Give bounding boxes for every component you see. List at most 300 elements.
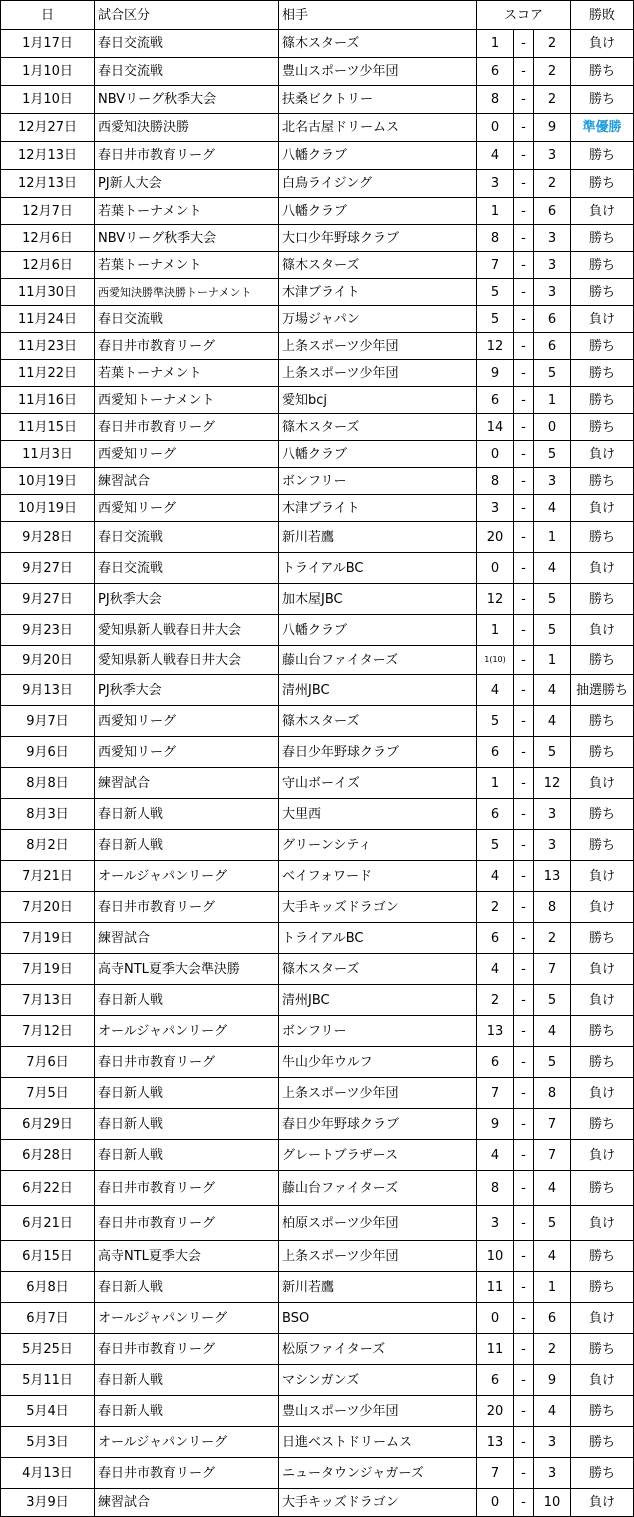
cell-score-home: 5 bbox=[477, 306, 514, 333]
cell-type: 春日井市教育リーグ bbox=[95, 892, 279, 923]
cell-score-away: 4 bbox=[534, 706, 571, 737]
cell-type: 春日新人戦 bbox=[95, 1109, 279, 1140]
cell-opponent: 豊山スポーツ少年団 bbox=[279, 58, 477, 86]
table-row bbox=[1, 306, 634, 333]
table-row bbox=[1, 1171, 634, 1206]
table-row bbox=[1, 737, 634, 768]
cell-score-dash: - bbox=[514, 522, 534, 553]
table-row bbox=[1, 114, 634, 142]
cell-score-away: 4 bbox=[534, 1241, 571, 1272]
cell-result: 勝ち bbox=[571, 584, 634, 615]
cell-score-away: 6 bbox=[534, 306, 571, 333]
cell-score-away: 5 bbox=[534, 360, 571, 387]
cell-score-home: 3 bbox=[477, 495, 514, 522]
cell-opponent: トライアルBC bbox=[279, 553, 477, 584]
cell-opponent: ボンフリー bbox=[279, 468, 477, 495]
cell-date: 9月28日 bbox=[1, 522, 95, 553]
cell-type: オールジャパンリーグ bbox=[95, 861, 279, 892]
cell-score-home: 9 bbox=[477, 1109, 514, 1140]
table-row bbox=[1, 985, 634, 1016]
cell-date: 9月23日 bbox=[1, 615, 95, 646]
cell-opponent: 新川若鷹 bbox=[279, 522, 477, 553]
cell-score-dash: - bbox=[514, 1272, 534, 1303]
cell-date: 6月7日 bbox=[1, 1303, 95, 1334]
cell-score-dash: - bbox=[514, 706, 534, 737]
cell-date: 6月28日 bbox=[1, 1140, 95, 1171]
cell-opponent: ボンフリー bbox=[279, 1016, 477, 1047]
table-row bbox=[1, 892, 634, 923]
cell-result: 勝ち bbox=[571, 225, 634, 252]
cell-date: 8月2日 bbox=[1, 830, 95, 861]
cell-score-home: 13 bbox=[477, 1427, 514, 1458]
cell-score-dash: - bbox=[514, 675, 534, 706]
cell-type: 高寺NTL夏季大会 bbox=[95, 1241, 279, 1272]
cell-score-home: 4 bbox=[477, 1140, 514, 1171]
cell-score-home: 20 bbox=[477, 1396, 514, 1427]
cell-score-away: 5 bbox=[534, 615, 571, 646]
cell-score-dash: - bbox=[514, 768, 534, 799]
cell-type: 春日井市教育リーグ bbox=[95, 1171, 279, 1206]
cell-type: 高寺NTL夏季大会準決勝 bbox=[95, 954, 279, 985]
cell-date: 5月25日 bbox=[1, 1334, 95, 1365]
cell-score-dash: - bbox=[514, 985, 534, 1016]
cell-result: 負け bbox=[571, 1489, 634, 1517]
cell-score-away: 1 bbox=[534, 522, 571, 553]
table-row bbox=[1, 1140, 634, 1171]
cell-score-home: 6 bbox=[477, 1365, 514, 1396]
cell-opponent: 八幡クラブ bbox=[279, 198, 477, 225]
table-row bbox=[1, 468, 634, 495]
cell-score-away: 13 bbox=[534, 861, 571, 892]
table-row bbox=[1, 1458, 634, 1489]
cell-type: 西愛知リーグ bbox=[95, 441, 279, 468]
cell-result: 勝ち bbox=[571, 1109, 634, 1140]
cell-result: 勝ち bbox=[571, 252, 634, 279]
cell-type: 春日井市教育リーグ bbox=[95, 1458, 279, 1489]
table-row bbox=[1, 1241, 634, 1272]
cell-score-home: 0 bbox=[477, 114, 514, 142]
cell-type: オールジャパンリーグ bbox=[95, 1427, 279, 1458]
cell-score-dash: - bbox=[514, 30, 534, 58]
table-row bbox=[1, 142, 634, 170]
cell-opponent: 豊山スポーツ少年団 bbox=[279, 1396, 477, 1427]
cell-score-dash: - bbox=[514, 737, 534, 768]
cell-date: 11月15日 bbox=[1, 414, 95, 441]
cell-opponent: 春日少年野球クラブ bbox=[279, 737, 477, 768]
cell-date: 5月4日 bbox=[1, 1396, 95, 1427]
cell-score-away: 2 bbox=[534, 923, 571, 954]
cell-score-dash: - bbox=[514, 830, 534, 861]
cell-date: 7月19日 bbox=[1, 954, 95, 985]
cell-date: 1月17日 bbox=[1, 30, 95, 58]
cell-opponent: 万場ジャパン bbox=[279, 306, 477, 333]
cell-opponent: 篠木スターズ bbox=[279, 954, 477, 985]
cell-score-dash: - bbox=[514, 142, 534, 170]
cell-result: 勝ち bbox=[571, 1272, 634, 1303]
cell-score-home: 8 bbox=[477, 468, 514, 495]
cell-date: 9月7日 bbox=[1, 706, 95, 737]
cell-type: NBVリーグ秋季大会 bbox=[95, 86, 279, 114]
cell-date: 7月6日 bbox=[1, 1047, 95, 1078]
cell-score-dash: - bbox=[514, 615, 534, 646]
cell-score-away: 5 bbox=[534, 1047, 571, 1078]
cell-opponent: 八幡クラブ bbox=[279, 142, 477, 170]
cell-date: 11月16日 bbox=[1, 387, 95, 414]
cell-score-home: 6 bbox=[477, 58, 514, 86]
cell-type: 春日新人戦 bbox=[95, 1272, 279, 1303]
cell-score-away: 9 bbox=[534, 1365, 571, 1396]
cell-type: 練習試合 bbox=[95, 1489, 279, 1517]
cell-type: 春日井市教育リーグ bbox=[95, 414, 279, 441]
cell-score-dash: - bbox=[514, 86, 534, 114]
cell-date: 12月7日 bbox=[1, 198, 95, 225]
cell-date: 11月3日 bbox=[1, 441, 95, 468]
header-score: スコア bbox=[477, 1, 571, 30]
cell-opponent: 上条スポーツ少年団 bbox=[279, 1241, 477, 1272]
cell-type: 春日井市教育リーグ bbox=[95, 142, 279, 170]
cell-result: 勝ち bbox=[571, 86, 634, 114]
cell-score-home: 1 bbox=[477, 768, 514, 799]
table-row bbox=[1, 1272, 634, 1303]
cell-score-dash: - bbox=[514, 1489, 534, 1517]
cell-score-away: 8 bbox=[534, 1078, 571, 1109]
cell-date: 8月8日 bbox=[1, 768, 95, 799]
cell-result: 負け bbox=[571, 306, 634, 333]
cell-opponent: ベイフォワード bbox=[279, 861, 477, 892]
cell-score-away: 3 bbox=[534, 1458, 571, 1489]
cell-opponent: 八幡クラブ bbox=[279, 441, 477, 468]
cell-score-home: 3 bbox=[477, 170, 514, 198]
cell-score-dash: - bbox=[514, 892, 534, 923]
cell-score-dash: - bbox=[514, 252, 534, 279]
cell-score-away: 3 bbox=[534, 1427, 571, 1458]
cell-date: 1月10日 bbox=[1, 86, 95, 114]
cell-result: 負け bbox=[571, 495, 634, 522]
cell-result: 勝ち bbox=[571, 799, 634, 830]
cell-date: 12月6日 bbox=[1, 252, 95, 279]
cell-score-away: 2 bbox=[534, 1334, 571, 1365]
cell-type: 練習試合 bbox=[95, 468, 279, 495]
cell-opponent: 八幡クラブ bbox=[279, 615, 477, 646]
cell-score-home: 12 bbox=[477, 584, 514, 615]
table-row bbox=[1, 279, 634, 306]
cell-result: 勝ち bbox=[571, 170, 634, 198]
cell-score-dash: - bbox=[514, 646, 534, 675]
cell-result: 勝ち bbox=[571, 1334, 634, 1365]
cell-score-home: 9 bbox=[477, 360, 514, 387]
cell-score-dash: - bbox=[514, 1365, 534, 1396]
cell-type: 西愛知リーグ bbox=[95, 706, 279, 737]
cell-type: 春日新人戦 bbox=[95, 1078, 279, 1109]
cell-opponent: 上条スポーツ少年団 bbox=[279, 1078, 477, 1109]
cell-result: 負け bbox=[571, 1140, 634, 1171]
cell-score-dash: - bbox=[514, 225, 534, 252]
cell-score-home: 4 bbox=[477, 861, 514, 892]
cell-score-dash: - bbox=[514, 441, 534, 468]
cell-score-away: 5 bbox=[534, 441, 571, 468]
cell-score-dash: - bbox=[514, 954, 534, 985]
header-date: 日 bbox=[1, 1, 95, 30]
table-row bbox=[1, 1427, 634, 1458]
cell-opponent: 大口少年野球クラブ bbox=[279, 225, 477, 252]
cell-score-away: 10 bbox=[534, 1489, 571, 1517]
table-row bbox=[1, 225, 634, 252]
cell-type: 春日新人戦 bbox=[95, 799, 279, 830]
cell-date: 6月15日 bbox=[1, 1241, 95, 1272]
cell-opponent: 白鳥ライジング bbox=[279, 170, 477, 198]
cell-opponent: 篠木スターズ bbox=[279, 706, 477, 737]
cell-type: 西愛知リーグ bbox=[95, 737, 279, 768]
cell-date: 9月6日 bbox=[1, 737, 95, 768]
cell-date: 12月6日 bbox=[1, 225, 95, 252]
cell-type: 春日新人戦 bbox=[95, 1396, 279, 1427]
results-body bbox=[1, 1, 634, 1517]
cell-type: オールジャパンリーグ bbox=[95, 1303, 279, 1334]
cell-score-dash: - bbox=[514, 1303, 534, 1334]
cell-score-home: 1 bbox=[477, 30, 514, 58]
cell-score-away: 2 bbox=[534, 58, 571, 86]
cell-type: 春日交流戦 bbox=[95, 522, 279, 553]
cell-score-dash: - bbox=[514, 1078, 534, 1109]
cell-date: 1月10日 bbox=[1, 58, 95, 86]
cell-score-dash: - bbox=[514, 170, 534, 198]
cell-result: 負け bbox=[571, 1206, 634, 1241]
cell-result: 勝ち bbox=[571, 646, 634, 675]
cell-type: 練習試合 bbox=[95, 923, 279, 954]
cell-score-away: 3 bbox=[534, 468, 571, 495]
cell-opponent: 上条スポーツ少年団 bbox=[279, 360, 477, 387]
cell-score-away: 4 bbox=[534, 675, 571, 706]
cell-score-dash: - bbox=[514, 495, 534, 522]
cell-score-dash: - bbox=[514, 333, 534, 360]
cell-score-away: 2 bbox=[534, 30, 571, 58]
table-row bbox=[1, 252, 634, 279]
cell-date: 6月22日 bbox=[1, 1171, 95, 1206]
cell-score-dash: - bbox=[514, 1047, 534, 1078]
cell-type: PJ新人大会 bbox=[95, 170, 279, 198]
cell-date: 9月27日 bbox=[1, 584, 95, 615]
cell-score-dash: - bbox=[514, 1206, 534, 1241]
cell-date: 12月13日 bbox=[1, 170, 95, 198]
cell-date: 7月21日 bbox=[1, 861, 95, 892]
cell-score-away: 6 bbox=[534, 1303, 571, 1334]
cell-score-home: 8 bbox=[477, 1171, 514, 1206]
cell-type: 若葉トーナメント bbox=[95, 252, 279, 279]
cell-opponent: 藤山台ファイターズ bbox=[279, 1171, 477, 1206]
cell-type: PJ秋季大会 bbox=[95, 675, 279, 706]
cell-score-dash: - bbox=[514, 414, 534, 441]
header-type: 試合区分 bbox=[95, 1, 279, 30]
cell-opponent: 日進ベストドリームス bbox=[279, 1427, 477, 1458]
cell-opponent: 篠木スターズ bbox=[279, 252, 477, 279]
cell-opponent: 清州JBC bbox=[279, 985, 477, 1016]
cell-score-away: 0 bbox=[534, 414, 571, 441]
cell-result: 勝ち bbox=[571, 1171, 634, 1206]
cell-result: 勝ち bbox=[571, 468, 634, 495]
cell-score-home: 6 bbox=[477, 923, 514, 954]
cell-type: 練習試合 bbox=[95, 768, 279, 799]
cell-opponent: 松原ファイターズ bbox=[279, 1334, 477, 1365]
table-row bbox=[1, 706, 634, 737]
cell-score-away: 1 bbox=[534, 1272, 571, 1303]
table-row bbox=[1, 584, 634, 615]
table-row bbox=[1, 553, 634, 584]
table-row bbox=[1, 615, 634, 646]
table-row bbox=[1, 387, 634, 414]
table-row bbox=[1, 923, 634, 954]
cell-date: 12月13日 bbox=[1, 142, 95, 170]
cell-opponent: 扶桑ビクトリー bbox=[279, 86, 477, 114]
cell-opponent: 大里西 bbox=[279, 799, 477, 830]
cell-type: PJ秋季大会 bbox=[95, 584, 279, 615]
table-row bbox=[1, 1016, 634, 1047]
cell-score-home: 3 bbox=[477, 1206, 514, 1241]
cell-opponent: 加木屋JBC bbox=[279, 584, 477, 615]
table-row bbox=[1, 58, 634, 86]
cell-type: 愛知県新人戦春日井大会 bbox=[95, 615, 279, 646]
cell-score-dash: - bbox=[514, 279, 534, 306]
cell-date: 11月30日 bbox=[1, 279, 95, 306]
cell-score-away: 5 bbox=[534, 584, 571, 615]
cell-score-home: 6 bbox=[477, 387, 514, 414]
cell-type: 愛知県新人戦春日井大会 bbox=[95, 646, 279, 675]
cell-result: 負け bbox=[571, 892, 634, 923]
cell-result: 負け bbox=[571, 861, 634, 892]
cell-result: 勝ち bbox=[571, 1458, 634, 1489]
cell-result: 勝ち bbox=[571, 830, 634, 861]
cell-score-home: 13 bbox=[477, 1016, 514, 1047]
cell-score-dash: - bbox=[514, 1109, 534, 1140]
cell-score-away: 4 bbox=[534, 495, 571, 522]
cell-score-away: 2 bbox=[534, 86, 571, 114]
cell-score-home: 20 bbox=[477, 522, 514, 553]
table-row bbox=[1, 954, 634, 985]
cell-date: 7月12日 bbox=[1, 1016, 95, 1047]
cell-type: 西愛知リーグ bbox=[95, 495, 279, 522]
cell-score-away: 1 bbox=[534, 387, 571, 414]
table-row bbox=[1, 522, 634, 553]
table-row bbox=[1, 830, 634, 861]
cell-type: NBVリーグ秋季大会 bbox=[95, 225, 279, 252]
header-result: 勝敗 bbox=[571, 1, 634, 30]
cell-score-home: 0 bbox=[477, 1489, 514, 1517]
cell-date: 11月23日 bbox=[1, 333, 95, 360]
table-row bbox=[1, 414, 634, 441]
cell-result: 負け bbox=[571, 441, 634, 468]
cell-result: 勝ち bbox=[571, 1396, 634, 1427]
cell-score-away: 9 bbox=[534, 114, 571, 142]
cell-opponent: トライアルBC bbox=[279, 923, 477, 954]
cell-result: 勝ち bbox=[571, 522, 634, 553]
table-row bbox=[1, 30, 634, 58]
cell-date: 4月13日 bbox=[1, 1458, 95, 1489]
cell-opponent: グレートブラザース bbox=[279, 1140, 477, 1171]
cell-score-dash: - bbox=[514, 1396, 534, 1427]
cell-date: 7月13日 bbox=[1, 985, 95, 1016]
table-row bbox=[1, 360, 634, 387]
cell-score-dash: - bbox=[514, 58, 534, 86]
cell-result: 勝ち bbox=[571, 1241, 634, 1272]
cell-type: 春日交流戦 bbox=[95, 553, 279, 584]
cell-score-away: 7 bbox=[534, 954, 571, 985]
cell-score-dash: - bbox=[514, 387, 534, 414]
cell-score-home: 14 bbox=[477, 414, 514, 441]
cell-score-away: 1 bbox=[534, 646, 571, 675]
cell-opponent: 大手キッズドラゴン bbox=[279, 1489, 477, 1517]
cell-score-dash: - bbox=[514, 1241, 534, 1272]
cell-score-home: 6 bbox=[477, 799, 514, 830]
cell-score-home: 0 bbox=[477, 441, 514, 468]
cell-score-home: 6 bbox=[477, 737, 514, 768]
cell-date: 6月8日 bbox=[1, 1272, 95, 1303]
cell-score-away: 4 bbox=[534, 553, 571, 584]
cell-score-home: 7 bbox=[477, 1458, 514, 1489]
cell-score-home: 0 bbox=[477, 1303, 514, 1334]
cell-date: 5月11日 bbox=[1, 1365, 95, 1396]
cell-score-dash: - bbox=[514, 861, 534, 892]
table-row bbox=[1, 1206, 634, 1241]
cell-type: 若葉トーナメント bbox=[95, 198, 279, 225]
cell-score-away: 12 bbox=[534, 768, 571, 799]
cell-score-away: 5 bbox=[534, 737, 571, 768]
cell-type: 春日井市教育リーグ bbox=[95, 1334, 279, 1365]
table-row bbox=[1, 768, 634, 799]
cell-score-dash: - bbox=[514, 1171, 534, 1206]
cell-score-home: 4 bbox=[477, 954, 514, 985]
cell-score-dash: - bbox=[514, 923, 534, 954]
cell-score-away: 4 bbox=[534, 1396, 571, 1427]
cell-score-dash: - bbox=[514, 114, 534, 142]
cell-score-home: 1 bbox=[477, 198, 514, 225]
cell-score-home: 4 bbox=[477, 675, 514, 706]
cell-date: 6月29日 bbox=[1, 1109, 95, 1140]
table-row bbox=[1, 1334, 634, 1365]
cell-score-away: 6 bbox=[534, 198, 571, 225]
table-row bbox=[1, 86, 634, 114]
cell-result: 勝ち bbox=[571, 142, 634, 170]
cell-date: 11月22日 bbox=[1, 360, 95, 387]
cell-result: 勝ち bbox=[571, 333, 634, 360]
cell-type: 春日新人戦 bbox=[95, 1365, 279, 1396]
cell-opponent: 篠木スターズ bbox=[279, 30, 477, 58]
cell-opponent: 木津ブライト bbox=[279, 279, 477, 306]
table-row bbox=[1, 1303, 634, 1334]
cell-type: 春日新人戦 bbox=[95, 830, 279, 861]
cell-result: 抽選勝ち bbox=[571, 675, 634, 706]
cell-date: 6月21日 bbox=[1, 1206, 95, 1241]
cell-opponent: 清州JBC bbox=[279, 675, 477, 706]
cell-score-away: 3 bbox=[534, 252, 571, 279]
cell-score-away: 3 bbox=[534, 799, 571, 830]
cell-result: 勝ち bbox=[571, 737, 634, 768]
cell-type: 春日井市教育リーグ bbox=[95, 1047, 279, 1078]
cell-type: 若葉トーナメント bbox=[95, 360, 279, 387]
cell-opponent: 篠木スターズ bbox=[279, 414, 477, 441]
cell-opponent: 柏原スポーツ少年団 bbox=[279, 1206, 477, 1241]
cell-result: 勝ち bbox=[571, 1016, 634, 1047]
cell-type: 春日交流戦 bbox=[95, 306, 279, 333]
cell-score-away: 2 bbox=[534, 170, 571, 198]
cell-result: 負け bbox=[571, 1078, 634, 1109]
cell-date: 7月20日 bbox=[1, 892, 95, 923]
cell-result: 勝ち bbox=[571, 414, 634, 441]
cell-score-home: 6 bbox=[477, 1047, 514, 1078]
cell-date: 11月24日 bbox=[1, 306, 95, 333]
cell-date: 7月19日 bbox=[1, 923, 95, 954]
table-row bbox=[1, 861, 634, 892]
cell-result: 勝ち bbox=[571, 923, 634, 954]
cell-result: 勝ち bbox=[571, 706, 634, 737]
